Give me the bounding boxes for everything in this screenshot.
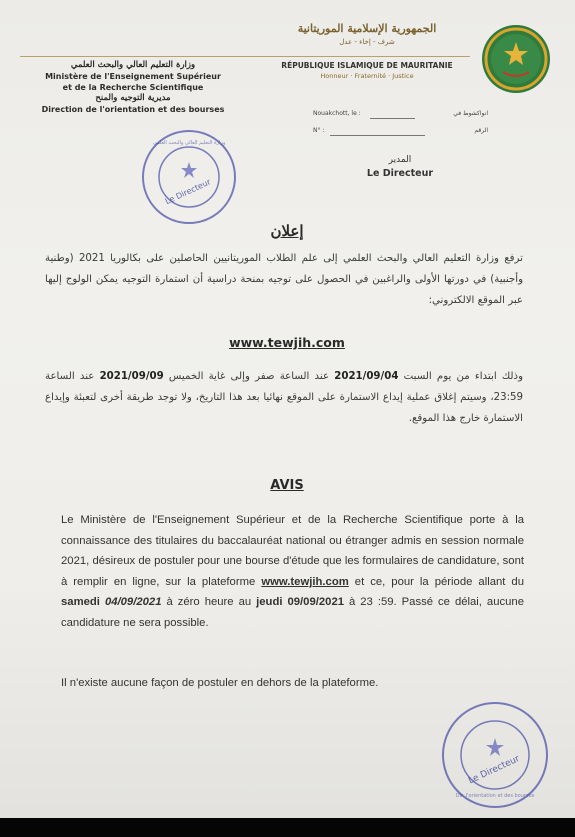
- arabic-notice-para-1: ترفع وزارة التعليم العالي والبحث العلمي إلى علم الطلاب الموريتانيين الحاصلين على بكالوريا 2021 (وطنية وأجنبية) في دورتها الأولى والراغبين في الحصول على توجيه بمنحة دراسية أن استمارة التوجيه يمكن الولوج إليها عبر الموقع الالكتروني:: [45, 253, 523, 306]
- french-start-date: 04/09/2021: [104, 596, 162, 608]
- arabic-para2-text-b: عند الساعة صفر وإلى غاية الخميس: [163, 371, 335, 382]
- stamp-bottom-center-text: Le Directeur: [467, 754, 522, 787]
- mauritania-emblem-icon: [481, 24, 551, 94]
- republic-title-ar: الجمهورية الإسلامية الموريتانية: [297, 22, 437, 35]
- place-date-label-fr: Nouakchott, le :: [313, 110, 361, 117]
- french-para-text-b: et ce, pour la période allant du: [348, 575, 524, 588]
- french-para-text-c: à zéro heure au: [161, 596, 257, 608]
- republic-motto-ar: شرف - إخاء - عدل: [339, 38, 395, 46]
- french-para-text-a: Le Ministère de l'Enseignement Supérieur et de la Recherche Scientifique porte à la connaissance des titulaires du baccalauréat national ou étranger admis en session normale 2021, désireux de postuler pour une bourse d'étude que les formulaires de candidature, sont à remplir en ligne, sur la plateforme: [61, 514, 524, 588]
- french-notice-para: [61, 510, 524, 633]
- stamp-bottom-ring-text: Dir. l'orientation et des bourses: [455, 793, 535, 799]
- ref-number-line: [330, 135, 425, 136]
- french-start-day: samedi: [61, 596, 100, 608]
- arabic-notice-url[interactable]: www.tewjih.com: [229, 335, 345, 350]
- ref-number-label-ar: الرقم: [474, 127, 488, 134]
- french-para-text-d: à 23 :59. Passé ce délai, aucune candidature ne sera possible.: [61, 596, 524, 629]
- place-date-line: [370, 118, 415, 119]
- french-notice-url[interactable]: www.tewjih.com: [261, 575, 349, 588]
- stamp-top-ring-text: وزارة التعليم العالي والبحث العلمي: [152, 140, 226, 146]
- arabic-end-date: 2021/09/09: [99, 371, 164, 382]
- ministry-block: [28, 60, 238, 115]
- french-notice-final-line: Il n'existe aucune façon de postuler en dehors de la plateforme.: [61, 677, 379, 689]
- arabic-start-date: 2021/09/04: [334, 371, 399, 382]
- director-title-ar: المدير: [388, 155, 412, 165]
- ministry-name-fr-2: et de la Recherche Scientifique: [62, 83, 204, 92]
- french-end-date: jeudi 09/09/2021: [256, 596, 345, 608]
- arabic-para2-text-a: وذلك ابتداء من يوم السبت: [398, 371, 523, 382]
- navigation-bar: [0, 818, 575, 837]
- direction-name-fr: Direction de l'orientation et des bourses: [41, 105, 225, 114]
- place-date-label-ar: انواكشوط في: [453, 110, 488, 117]
- official-stamp-top: [140, 128, 238, 226]
- ministry-name-fr-1: Ministère de l'Enseignement Supérieur: [45, 72, 221, 81]
- director-title-fr: Le Directeur: [366, 168, 434, 179]
- direction-name-ar: مديرية التوجيه والمنح: [95, 93, 171, 103]
- republic-motto-fr: Honneur · Fraternité · Justice: [320, 72, 414, 80]
- stamp-top-center-text: Le Directeur: [163, 177, 213, 207]
- ministry-name-ar: وزارة التعليم العالي والبحث العلمي: [70, 60, 196, 70]
- official-stamp-bottom: [440, 700, 550, 810]
- republic-title-fr: RÉPUBLIQUE ISLAMIQUE DE MAURITANIE: [281, 61, 453, 70]
- arabic-para2-text-c: عند الساعة 23:59، وسيتم إغلاق عملية إيداع الاستمارة على الموقع نهائيا بعد هذا التاريخ، ولا توجد طريقة أخرى لتعبئة وإيداع الاستمارة خارج هذا الموقع.: [45, 371, 523, 424]
- header-divider: [20, 56, 470, 57]
- ref-number-label-fr: N° :: [313, 127, 325, 134]
- arabic-notice-title: إعلان: [270, 222, 304, 240]
- arabic-notice-para-2: [45, 366, 523, 429]
- french-notice-title: AVIS: [270, 478, 304, 493]
